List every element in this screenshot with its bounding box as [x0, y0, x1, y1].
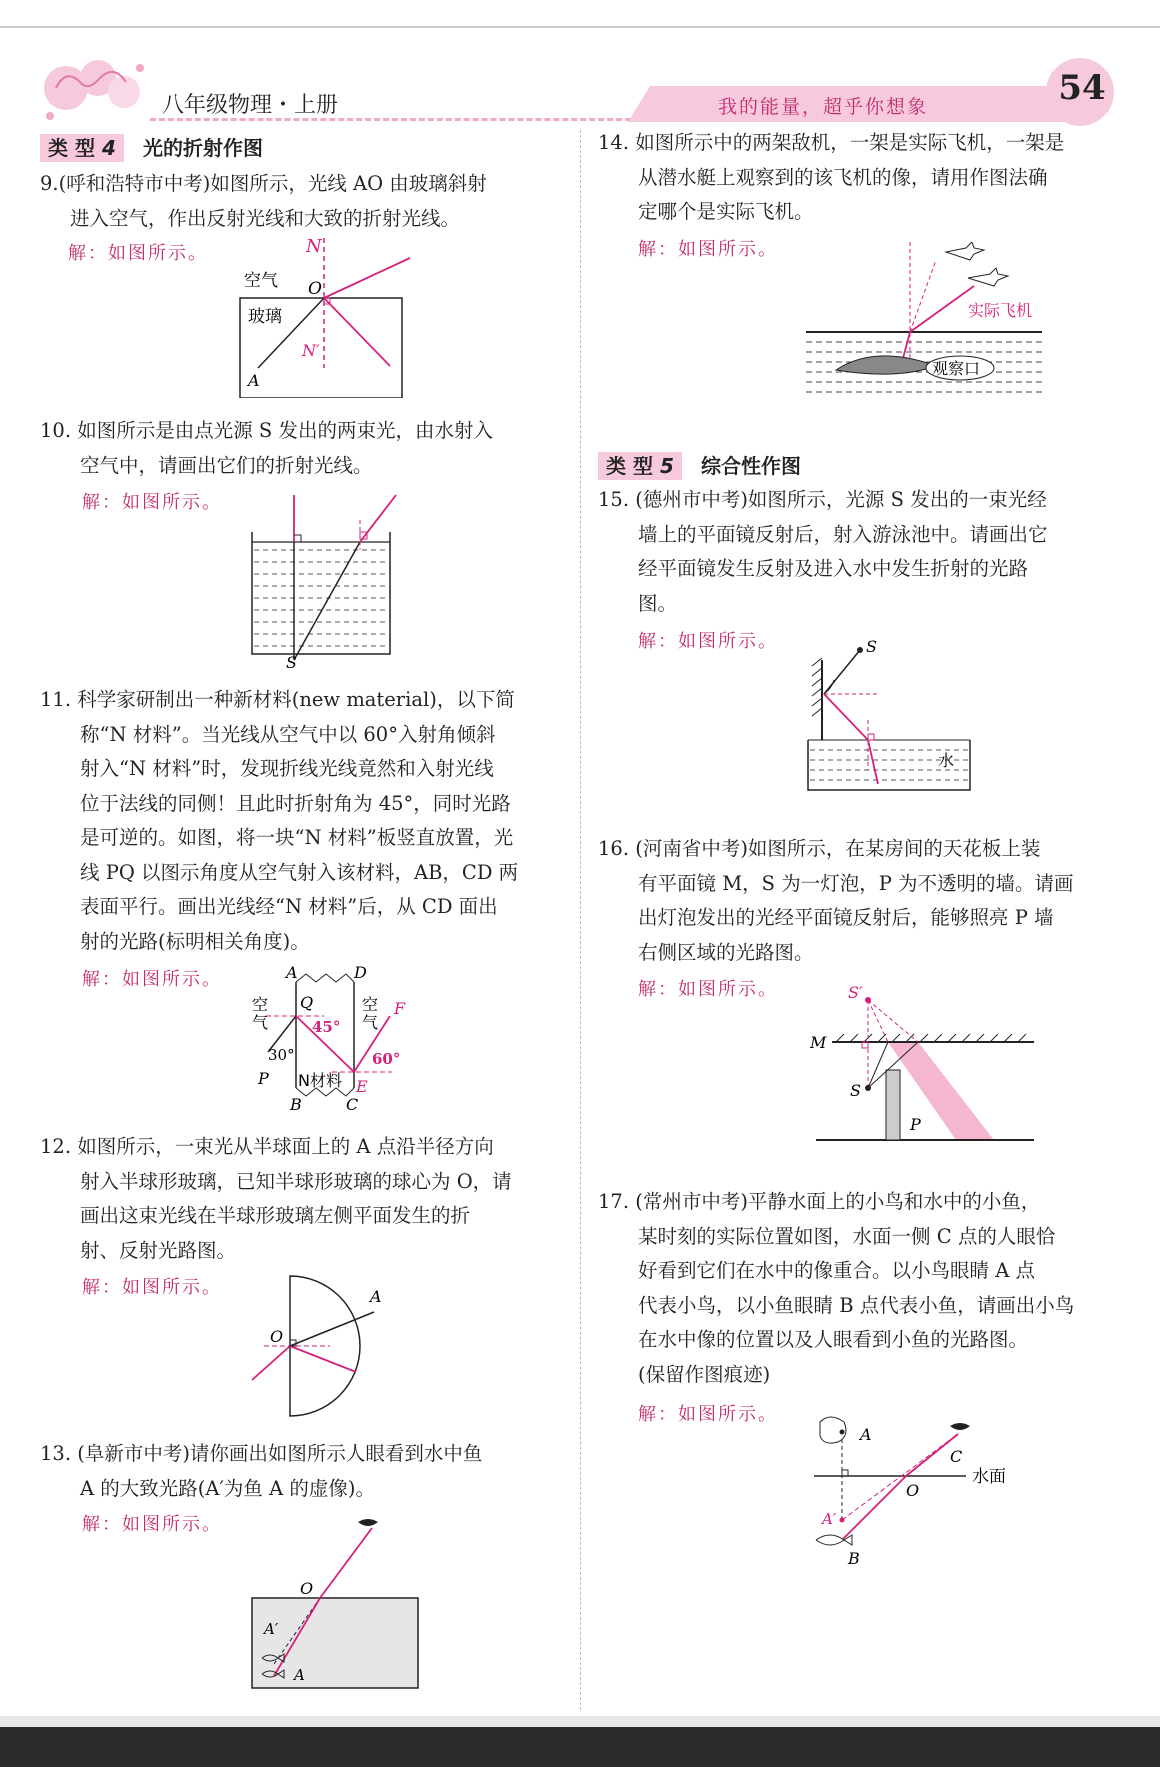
fig17-C: C: [950, 1447, 963, 1466]
fig9-glass: 玻璃: [248, 307, 282, 327]
fig14-plane: 实际飞机: [968, 301, 1033, 320]
answer-17: 解：如图所示。: [638, 1404, 778, 1425]
answer-14: 解：如图所示。: [638, 239, 778, 260]
fig16-M: M: [810, 1033, 827, 1052]
page-number: 54: [1058, 68, 1106, 108]
question-11: 11. 科学家研制出一种新材料(new material)，以下简 称“N 材料”。当光线从空气中以 60°入射角倾斜 射入“N 材料”时，发现折线光线竟然和入射光线 位于法线的同侧！且此时折射角为 45°，同时光路 是可逆的。如图，将一块“N 材料”板竖直放置，光 线 PQ 以图示角度从空气射入该材料，AB，CD 两 表面平行。画出光线经“N 材料”后，从 CD 面出 射的光路(标明相关角度)。: [40, 688, 519, 953]
figure-13: [248, 1518, 428, 1693]
type5-heading: [598, 450, 801, 479]
question-10: 10. 如图所示是由点光源 S 发出的两束光，由水射入 空气中，请画出它们的折射光线。: [40, 419, 493, 477]
figure-17: [806, 1408, 1046, 1573]
question-14: 14. 如图所示中的两架敌机，一架是实际飞机，一架是 从潜水艇上观察到的该飞机的像，请用作图法确 定哪个是实际飞机。: [598, 131, 1065, 223]
answer-9: 解：如图所示。: [68, 243, 208, 264]
fig12-O: O: [270, 1327, 284, 1346]
fig11-air2: 气: [252, 1013, 269, 1032]
fig11-B: B: [290, 1095, 302, 1114]
fig11-air3: 空: [362, 995, 379, 1014]
fig17-B: B: [848, 1549, 860, 1568]
fig17-O: O: [906, 1481, 920, 1500]
flower-decoration-icon: [36, 48, 156, 128]
fig9-air: 空气: [244, 271, 278, 291]
figure-11: [246, 960, 426, 1120]
fig11-Q: Q: [300, 993, 314, 1012]
fig9-N: N: [306, 238, 322, 257]
question-17: 17. (常州市中考)平静水面上的小鸟和水中的小鱼， 某时刻的实际位置如图，水面一侧 C 点的人眼恰 好看到它们在水中的像重合。以小鸟眼睛 A 点 代表小鸟，以小鱼眼睛 B 点代表小鱼，请画出小鸟 在水中像的位置以及人眼看到小鱼的光路图。 (保留作图痕迹): [598, 1190, 1075, 1386]
question-9: 9.(呼和浩特市中考)如图所示，光线 AO 由玻璃斜射 进入空气，作出反射光线和大致的折射光线。: [40, 172, 487, 230]
type4-heading: [40, 132, 263, 161]
fig11-E: E: [356, 1077, 368, 1096]
fig11-air4: 气: [362, 1013, 379, 1032]
fig9-O: O: [308, 279, 322, 299]
type4-title: 光的折射作图: [142, 136, 263, 160]
answer-16: 解：如图所示。: [638, 979, 778, 1000]
type5-badge: 类 型 5: [598, 452, 682, 480]
figure-12: [244, 1272, 404, 1422]
header-dash-line: [150, 118, 640, 121]
fig9-A: A: [248, 371, 260, 390]
question-15: 15. (德州市中考)如图所示，光源 S 发出的一束光经 墙上的平面镜反射后，射入游泳池中。请画出它 经平面镜发生反射及进入水中发生折射的光路 图。: [598, 488, 1048, 615]
fig11-a30: 30°: [268, 1046, 295, 1064]
fig15-water: 水: [938, 751, 955, 770]
answer-10: 解：如图所示。: [82, 492, 222, 513]
column-divider: [580, 130, 581, 1710]
top-bar: [0, 0, 1160, 28]
fig11-C: C: [346, 1095, 359, 1114]
answer-13: 解：如图所示。: [82, 1514, 222, 1535]
answer-15: 解：如图所示。: [638, 631, 778, 652]
fig17-A: A: [860, 1425, 872, 1444]
answer-12: 解：如图所示。: [82, 1277, 222, 1298]
fig10-S: S: [286, 653, 297, 670]
fig9-Nprime: N′: [302, 341, 320, 360]
question-12: 12. 如图所示，一束光从半球面上的 A 点沿半径方向 射入半球形玻璃，已知半球形玻璃的球心为 O，请 画出这束光线在半球形玻璃左侧平面发生的折 射、反射光路图。: [40, 1135, 512, 1262]
fig13-A: A: [294, 1666, 305, 1684]
type4-badge: 类 型 4: [40, 134, 124, 162]
bottom-bar: [0, 1727, 1160, 1767]
fig17-Aprime: A′: [822, 1510, 837, 1528]
fig11-F: F: [394, 999, 406, 1018]
fig11-a60: 60°: [372, 1050, 401, 1068]
fig17-surface: 水面: [972, 1467, 1006, 1487]
fig11-A: A: [286, 963, 298, 982]
figure-16: [806, 984, 1046, 1144]
slogan: 我的能量，超乎你想象: [718, 96, 929, 118]
fig11-P: P: [258, 1069, 269, 1088]
fig11-Nmat: N材料: [298, 1071, 342, 1090]
figure-9: [230, 238, 430, 398]
question-16: 16. (河南省中考)如图所示，在某房间的天花板上装 有平面镜 M，S 为一灯泡，P 为不透明的墙。请画 出灯泡发出的光经平面镜反射后，能够照亮 P 墙 右侧区域的光路图。: [598, 837, 1074, 964]
fig14-port: 观察口: [932, 359, 981, 378]
figure-14: [806, 242, 1066, 404]
figure-10: [248, 490, 408, 670]
fig15-S: S: [866, 640, 877, 656]
fig11-air1: 空: [252, 995, 269, 1014]
fig16-P: P: [910, 1115, 921, 1134]
figure-15: [806, 640, 976, 795]
fig16-Sprime: S′: [848, 984, 863, 1002]
type5-title: 综合性作图: [700, 454, 801, 478]
fig16-S: S: [850, 1081, 861, 1100]
fig12-A: A: [370, 1287, 382, 1306]
question-13: 13. (阜新市中考)请你画出如图所示人眼看到水中鱼 A 的大致光路(A′为鱼 A 的虚像)。: [40, 1442, 483, 1500]
fig11-D: D: [354, 963, 367, 982]
fig13-Aprime: A′: [264, 1620, 279, 1638]
fig13-O: O: [300, 1579, 314, 1598]
book-title: 八年级物理・上册: [162, 93, 339, 118]
fig11-a45: 45°: [312, 1018, 341, 1036]
answer-11: 解：如图所示。: [82, 969, 222, 990]
